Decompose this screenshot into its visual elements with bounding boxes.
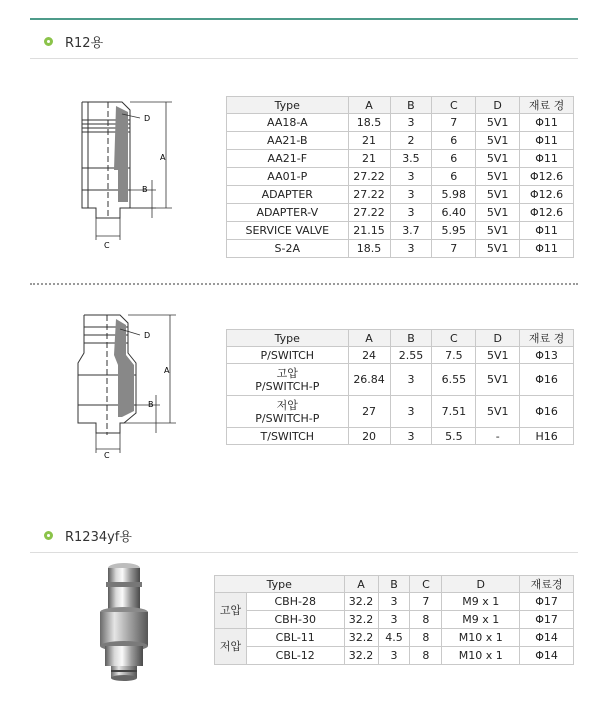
type-name: P/SWITCH-P — [255, 411, 320, 425]
column-header: A — [344, 576, 378, 593]
cell-diameter: Φ13 — [520, 347, 574, 364]
column-header: 재료 경 — [520, 97, 574, 114]
cell-b: 3 — [390, 114, 432, 132]
table-row — [227, 347, 574, 364]
cell-b: 4.5 — [378, 629, 410, 647]
cell-type: AA01-P — [227, 168, 349, 186]
diagram-label-b: B — [142, 185, 148, 194]
section-title-r12 — [44, 32, 103, 51]
cell-c: 7 — [432, 240, 476, 258]
cell-d: 5V1 — [476, 222, 520, 240]
cell-a: 27.22 — [348, 186, 390, 204]
column-header: A — [348, 97, 390, 114]
cell-diameter: H16 — [520, 428, 574, 445]
cell-d: M10 x 1 — [442, 647, 520, 665]
column-header: C — [432, 330, 476, 347]
cell-a: 21.15 — [348, 222, 390, 240]
cell-c: 6 — [432, 168, 476, 186]
cell-type: CBL-12 — [246, 647, 344, 665]
cell-type: AA18-A — [227, 114, 349, 132]
cell-diameter: Φ17 — [520, 611, 574, 629]
cell-diameter: Φ11 — [520, 132, 574, 150]
column-header: 재료경 — [520, 576, 574, 593]
diagram-label-d: D — [144, 331, 151, 340]
bullet-icon — [44, 37, 53, 46]
cell-a: 32.2 — [344, 593, 378, 611]
cell-c: 7 — [410, 593, 442, 611]
cell-type: ADAPTER — [227, 186, 349, 204]
cell-type: CBL-11 — [246, 629, 344, 647]
cell-d: 5V1 — [476, 168, 520, 186]
fitting-diagram-1 — [60, 90, 190, 250]
table-row — [227, 186, 574, 204]
cell-d: 5V1 — [476, 114, 520, 132]
column-header: B — [390, 330, 432, 347]
diagram-label-a: A — [164, 366, 170, 375]
cell-a: 18.5 — [348, 240, 390, 258]
table-row — [227, 150, 574, 168]
section-title-text: R12용 — [65, 36, 104, 51]
cell-d: M9 x 1 — [442, 593, 520, 611]
pressure-label: 저압 — [276, 398, 298, 412]
pressure-label: 고압 — [276, 366, 298, 380]
cell-a: 21 — [348, 150, 390, 168]
cell-c: 6.40 — [432, 204, 476, 222]
cell-b: 3 — [390, 186, 432, 204]
cell-b: 3 — [378, 611, 410, 629]
cell-c: 6 — [432, 132, 476, 150]
table-row — [227, 204, 574, 222]
column-header: B — [390, 97, 432, 114]
spec-table-r1234yf-couplers — [214, 575, 574, 665]
column-header: D — [476, 330, 520, 347]
cell-b: 3 — [378, 593, 410, 611]
group-label-low: 저압 — [215, 629, 247, 665]
cell-type: SERVICE VALVE — [227, 222, 349, 240]
column-header: D — [442, 576, 520, 593]
table-row — [227, 428, 574, 445]
cell-d: 5V1 — [476, 364, 520, 396]
cell-b: 3 — [378, 647, 410, 665]
table-row — [227, 222, 574, 240]
section-title-text: R1234yf용 — [65, 530, 132, 545]
type-name: P/SWITCH-P — [255, 379, 320, 393]
cell-diameter: Φ16 — [520, 396, 574, 428]
spec-table-r12-fittings — [226, 96, 574, 258]
cell-c: 7.51 — [432, 396, 476, 428]
cell-type: S-2A — [227, 240, 349, 258]
cell-a: 32.2 — [344, 611, 378, 629]
cell-type — [227, 364, 349, 396]
cell-a: 27.22 — [348, 204, 390, 222]
cell-type — [227, 347, 349, 364]
cell-c: 8 — [410, 647, 442, 665]
cell-c: 7 — [432, 114, 476, 132]
cell-type: ADAPTER-V — [227, 204, 349, 222]
cell-c: 6 — [432, 150, 476, 168]
section-divider — [30, 552, 578, 553]
cell-type: CBH-30 — [246, 611, 344, 629]
diagram-label-c: C — [104, 241, 110, 250]
cell-d: 5V1 — [476, 150, 520, 168]
cell-type: CBH-28 — [246, 593, 344, 611]
table-row — [215, 647, 574, 665]
table-header-row — [227, 330, 574, 347]
cell-diameter: Φ16 — [520, 364, 574, 396]
cell-diameter: Φ11 — [520, 150, 574, 168]
table-row — [215, 593, 574, 611]
cell-d: 5V1 — [476, 186, 520, 204]
coupler-product-photo — [78, 560, 178, 690]
cell-type — [227, 396, 349, 428]
spec-table-r12-switches — [226, 329, 574, 445]
cell-d: M9 x 1 — [442, 611, 520, 629]
cell-diameter: Φ14 — [520, 629, 574, 647]
cell-a: 20 — [348, 428, 390, 445]
top-accent-line — [30, 18, 578, 20]
cell-b: 3 — [390, 428, 432, 445]
dotted-divider — [30, 283, 578, 285]
cell-b: 3.7 — [390, 222, 432, 240]
cell-diameter: Φ12.6 — [520, 204, 574, 222]
cell-b: 3 — [390, 364, 432, 396]
cell-type — [227, 428, 349, 445]
cell-c: 5.5 — [432, 428, 476, 445]
cell-a: 27 — [348, 396, 390, 428]
cell-a: 21 — [348, 132, 390, 150]
cell-diameter: Φ11 — [520, 114, 574, 132]
cell-type: AA21-B — [227, 132, 349, 150]
cell-c: 6.55 — [432, 364, 476, 396]
section-title-r1234yf — [44, 526, 132, 545]
cell-d: M10 x 1 — [442, 629, 520, 647]
cell-b: 3 — [390, 396, 432, 428]
table-row — [227, 364, 574, 396]
table-row — [215, 611, 574, 629]
cell-d: 5V1 — [476, 204, 520, 222]
column-header: 재료 경 — [520, 330, 574, 347]
cell-diameter: Φ12.6 — [520, 168, 574, 186]
type-name: P/SWITCH — [260, 348, 315, 362]
cell-b: 3 — [390, 168, 432, 186]
column-header: Type — [215, 576, 345, 593]
diagram-label-a: A — [160, 153, 166, 162]
cell-a: 26.84 — [348, 364, 390, 396]
diagram-label-b: B — [148, 400, 154, 409]
table-row — [227, 114, 574, 132]
cell-a: 24 — [348, 347, 390, 364]
table-row — [227, 168, 574, 186]
table-header-row — [215, 576, 574, 593]
diagram-label-d: D — [144, 114, 151, 123]
table-row — [227, 396, 574, 428]
diagram-label-c: C — [104, 451, 110, 460]
cell-c: 8 — [410, 611, 442, 629]
cell-a: 32.2 — [344, 647, 378, 665]
cell-b: 3 — [390, 204, 432, 222]
cell-d: 5V1 — [476, 347, 520, 364]
column-header: D — [476, 97, 520, 114]
cell-c: 5.95 — [432, 222, 476, 240]
column-header: A — [348, 330, 390, 347]
section-divider — [30, 58, 578, 59]
cell-d: - — [476, 428, 520, 445]
cell-a: 18.5 — [348, 114, 390, 132]
table-row — [227, 132, 574, 150]
cell-diameter: Φ17 — [520, 593, 574, 611]
cell-c: 5.98 — [432, 186, 476, 204]
cell-d: 5V1 — [476, 240, 520, 258]
cell-b: 3.5 — [390, 150, 432, 168]
column-header: C — [410, 576, 442, 593]
cell-b: 2.55 — [390, 347, 432, 364]
cell-d: 5V1 — [476, 396, 520, 428]
cell-d: 5V1 — [476, 132, 520, 150]
cell-diameter: Φ14 — [520, 647, 574, 665]
group-label-high: 고압 — [215, 593, 247, 629]
column-header: Type — [227, 97, 349, 114]
table-header-row — [227, 97, 574, 114]
cell-b: 2 — [390, 132, 432, 150]
cell-c: 7.5 — [432, 347, 476, 364]
type-name: T/SWITCH — [260, 429, 315, 443]
bullet-icon — [44, 531, 53, 540]
column-header: Type — [227, 330, 349, 347]
cell-diameter: Φ11 — [520, 222, 574, 240]
switch-diagram-2 — [60, 305, 190, 460]
cell-a: 32.2 — [344, 629, 378, 647]
column-header: B — [378, 576, 410, 593]
cell-type: AA21-F — [227, 150, 349, 168]
column-header: C — [432, 97, 476, 114]
table-row — [215, 629, 574, 647]
cell-c: 8 — [410, 629, 442, 647]
cell-b: 3 — [390, 240, 432, 258]
cell-diameter: Φ11 — [520, 240, 574, 258]
cell-a: 27.22 — [348, 168, 390, 186]
cell-diameter: Φ12.6 — [520, 186, 574, 204]
table-row — [227, 240, 574, 258]
